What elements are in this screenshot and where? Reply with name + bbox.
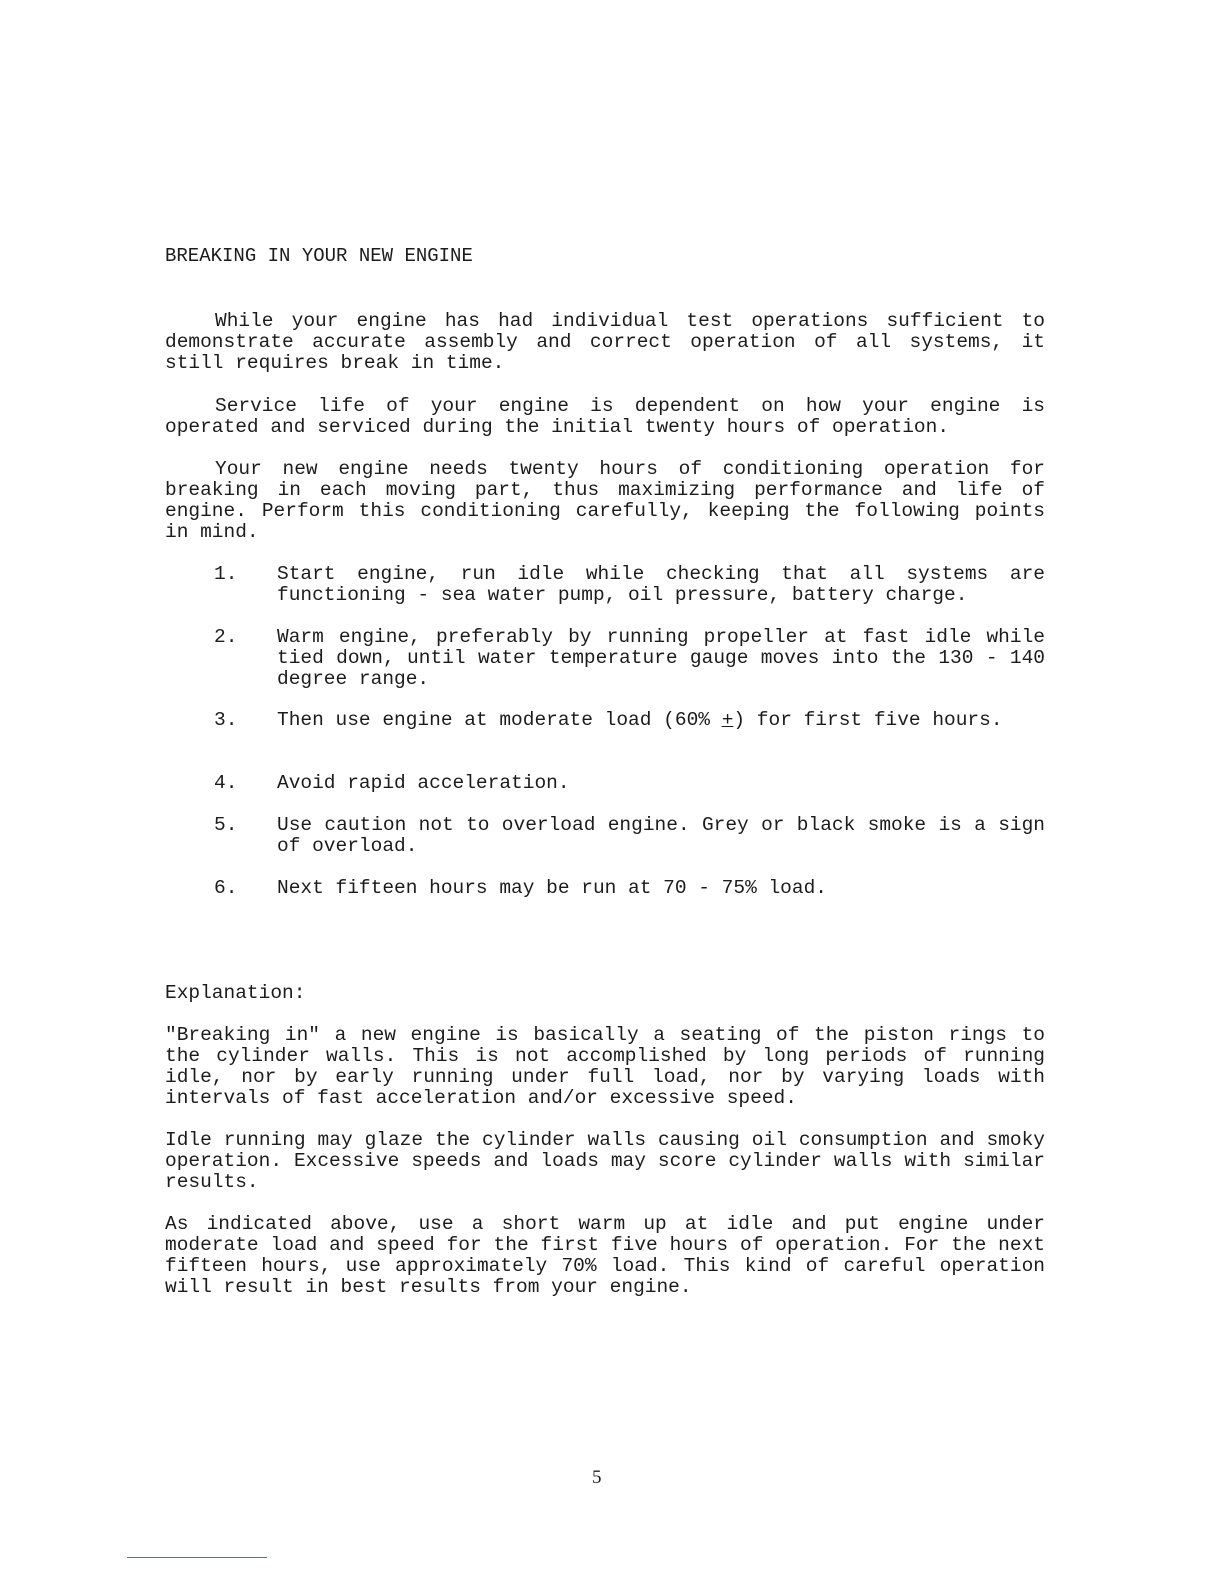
list-number: 6. [214,877,238,899]
page-title: BREAKING IN YOUR NEW ENGINE [165,245,473,267]
list-text: Avoid rapid acceleration. [277,772,570,794]
explanation-paragraph-1: "Breaking in" a new engine is basically a seating of the piston rings to the cylinder walls. This is not accomplished by long periods of running idle, nor by early running under full load, nor by varying loads with intervals of fast acceleration and/or excessive speed. [165,1024,1045,1109]
intro-paragraph-3: Your new engine needs twenty hours of conditioning operation for breaking in each moving part, thus maximizing performance and life of engine. Perform this conditioning carefully, keeping the following points in mind. [165,458,1045,543]
explanation-paragraph-3: As indicated above, use a short warm up at idle and put engine under moderate load and speed for the first five hours of operation. For the next fifteen hours, use approximately 70% load. This kind of careful operation will result in best results from your engine. [165,1213,1045,1298]
explanation-heading: Explanation: [165,982,306,1004]
list-text: Start engine, run idle while checking that all systems are functioning - sea water pump, oil pressure, battery charge. [277,563,1045,606]
list-text: Use caution not to overload engine. Grey or black smoke is a sign of overload. [277,814,1045,857]
list-number: 1. [214,563,238,585]
footnote-divider [127,1557,267,1558]
list-number: 2. [214,626,238,648]
list-text: Next fifteen hours may be run at 70 - 75% load. [277,877,827,899]
explanation-paragraph-2: Idle running may glaze the cylinder walls causing oil consumption and smoky operation. Excessive speeds and loads may score cylinder walls with similar results. [165,1129,1045,1193]
list-text: Warm engine, preferably by running propeller at fast idle while tied down, until water temperature gauge moves into the 130 - 140 degree range. [277,626,1045,690]
list-text-before: Then use engine at moderate load (60% [277,709,722,731]
page-number: 5 [592,1467,602,1488]
list-number: 5. [214,814,238,836]
list-number: 4. [214,772,238,794]
list-number: 3. [214,709,238,731]
list-text-after: ) for first five hours. [733,709,1003,731]
intro-paragraph-2: Service life of your engine is dependent on how your engine is operated and serviced during the initial twenty hours of operation. [165,395,1045,438]
list-text [277,710,1045,731]
plus-minus-symbol: + [721,709,734,731]
intro-paragraph-1: While your engine has had individual test operations sufficient to demonstrate accurate assembly and correct operation of all systems, it still requires break in time. [165,310,1045,374]
